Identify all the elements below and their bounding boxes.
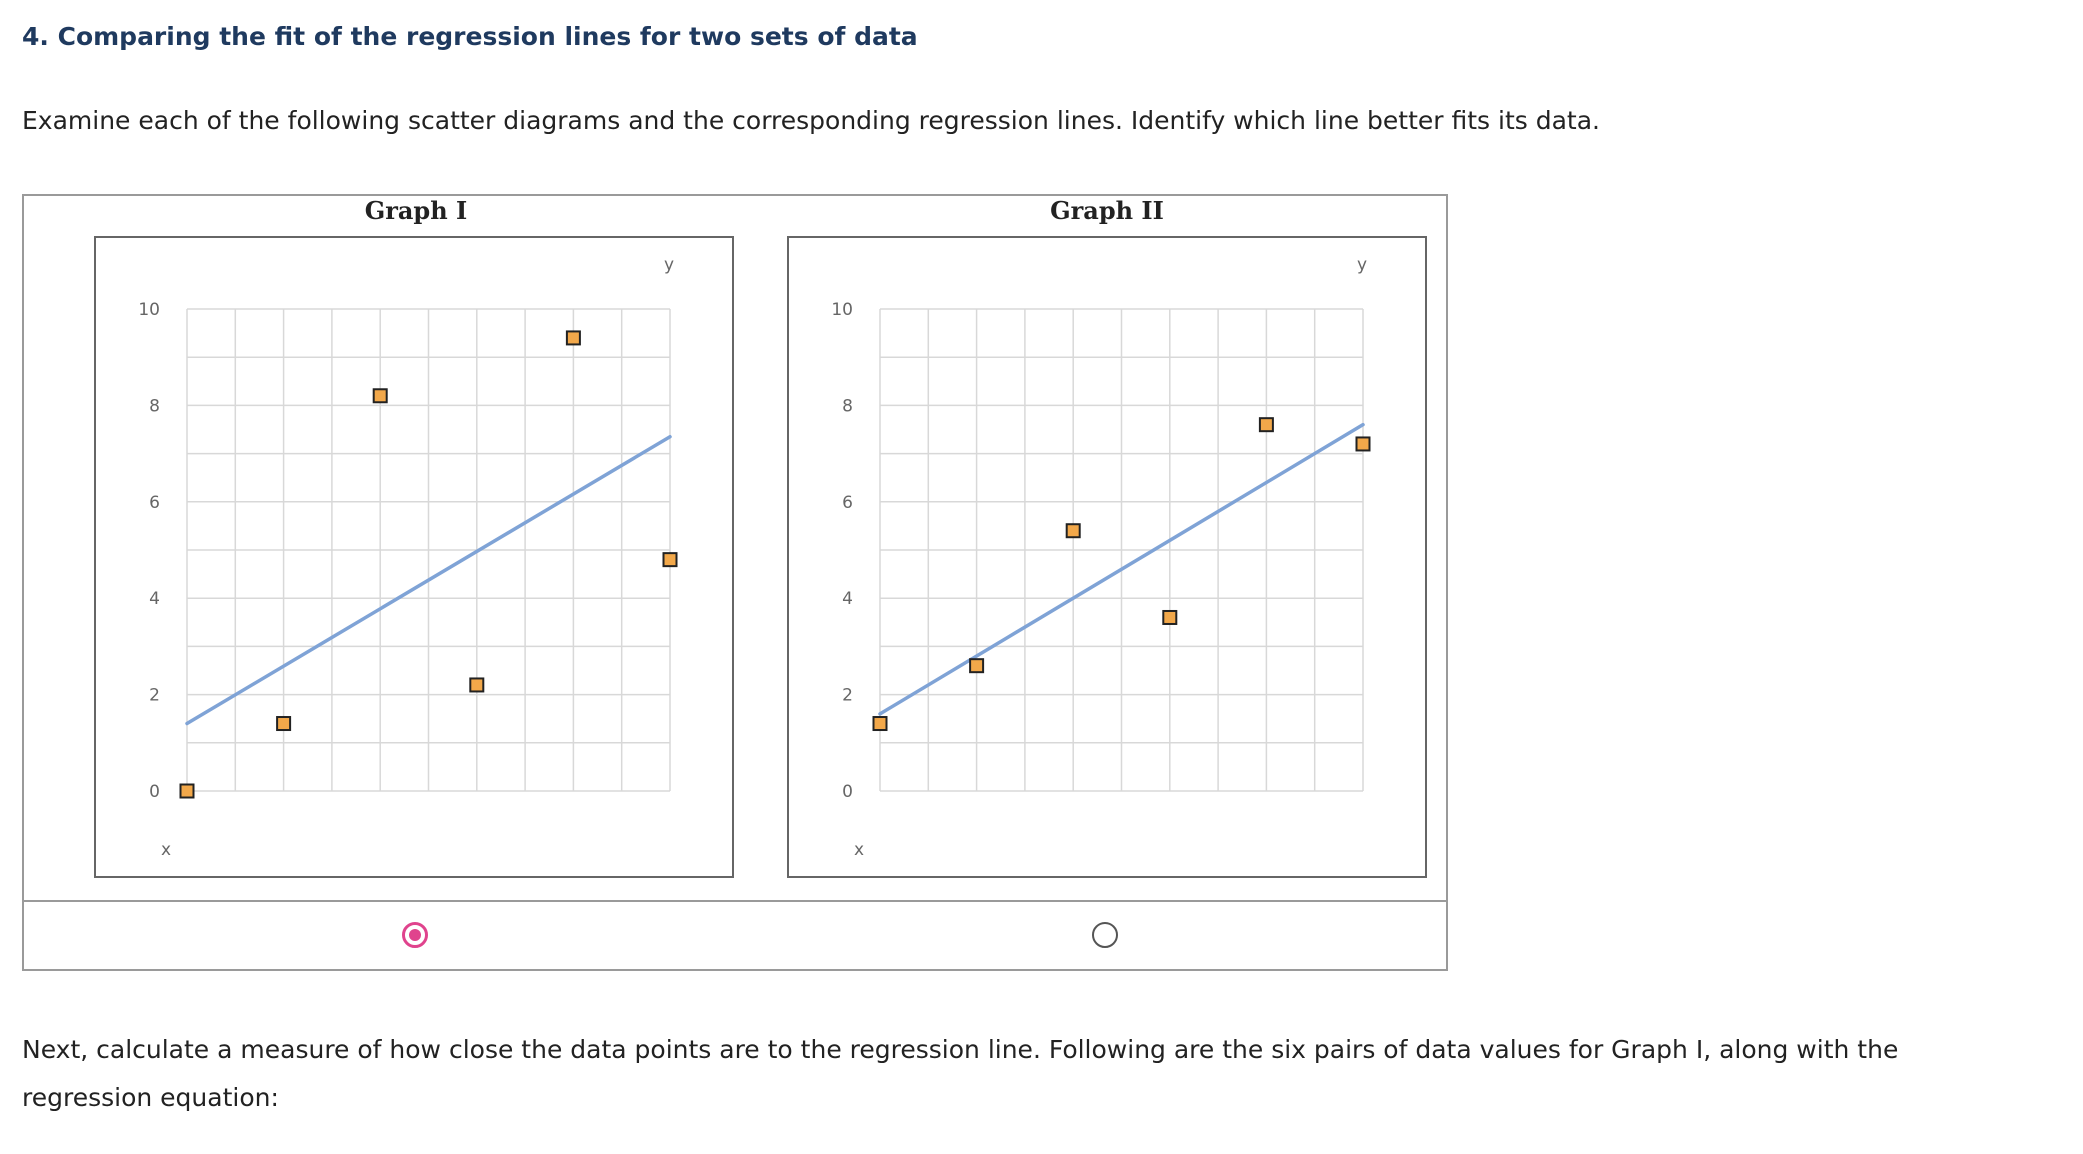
data-point (181, 785, 194, 798)
y-tick-label: 8 (149, 396, 160, 417)
graph-2-plot (787, 236, 1427, 878)
y-tick-label: 10 (831, 300, 853, 320)
y-tick-label: 6 (842, 492, 853, 513)
radio-choice-row (22, 900, 1448, 971)
instructions-text: Examine each of the following scatter diagrams and the corresponding regression lines. Identify which line better fits its data. (22, 106, 1600, 135)
x-axis-label: x (160, 840, 172, 860)
y-axis-label: y (663, 255, 675, 275)
y-tick-label: 10 (138, 300, 160, 320)
data-point (567, 331, 580, 344)
y-tick-label: 8 (842, 396, 853, 417)
data-point (1357, 437, 1370, 450)
data-point (277, 717, 290, 730)
data-point (470, 678, 483, 691)
y-tick-label: 2 (842, 685, 853, 706)
y-axis-label: y (1356, 255, 1368, 275)
data-point (1067, 524, 1080, 537)
data-point (374, 389, 387, 402)
data-point (1163, 611, 1176, 624)
y-tick-label: 6 (149, 492, 160, 513)
graph-1-svg (96, 238, 736, 880)
y-tick-label: 2 (149, 685, 160, 706)
x-axis-label: x (853, 840, 865, 860)
y-tick-label: 0 (149, 782, 160, 802)
graph-1-radio[interactable] (402, 922, 428, 948)
graph-1-plot (94, 236, 734, 878)
graph-2-radio[interactable] (1092, 922, 1118, 948)
data-point (1260, 418, 1273, 431)
graph-1-title: Graph I (364, 196, 468, 225)
y-tick-label: 4 (842, 589, 853, 610)
y-tick-label: 4 (149, 589, 160, 610)
data-point (970, 659, 983, 672)
graph-2-svg (789, 238, 1429, 880)
data-point (874, 717, 887, 730)
data-point (664, 553, 677, 566)
y-tick-label: 0 (842, 782, 853, 802)
next-instructions-text: Next, calculate a measure of how close the data points are to the regression line. Following are the six pairs of data values for Graph I, along with the regression equation: (22, 1035, 1899, 1112)
graph-2-title: Graph II (1050, 196, 1164, 225)
question-title: 4. Comparing the fit of the regression lines for two sets of data (22, 22, 918, 51)
